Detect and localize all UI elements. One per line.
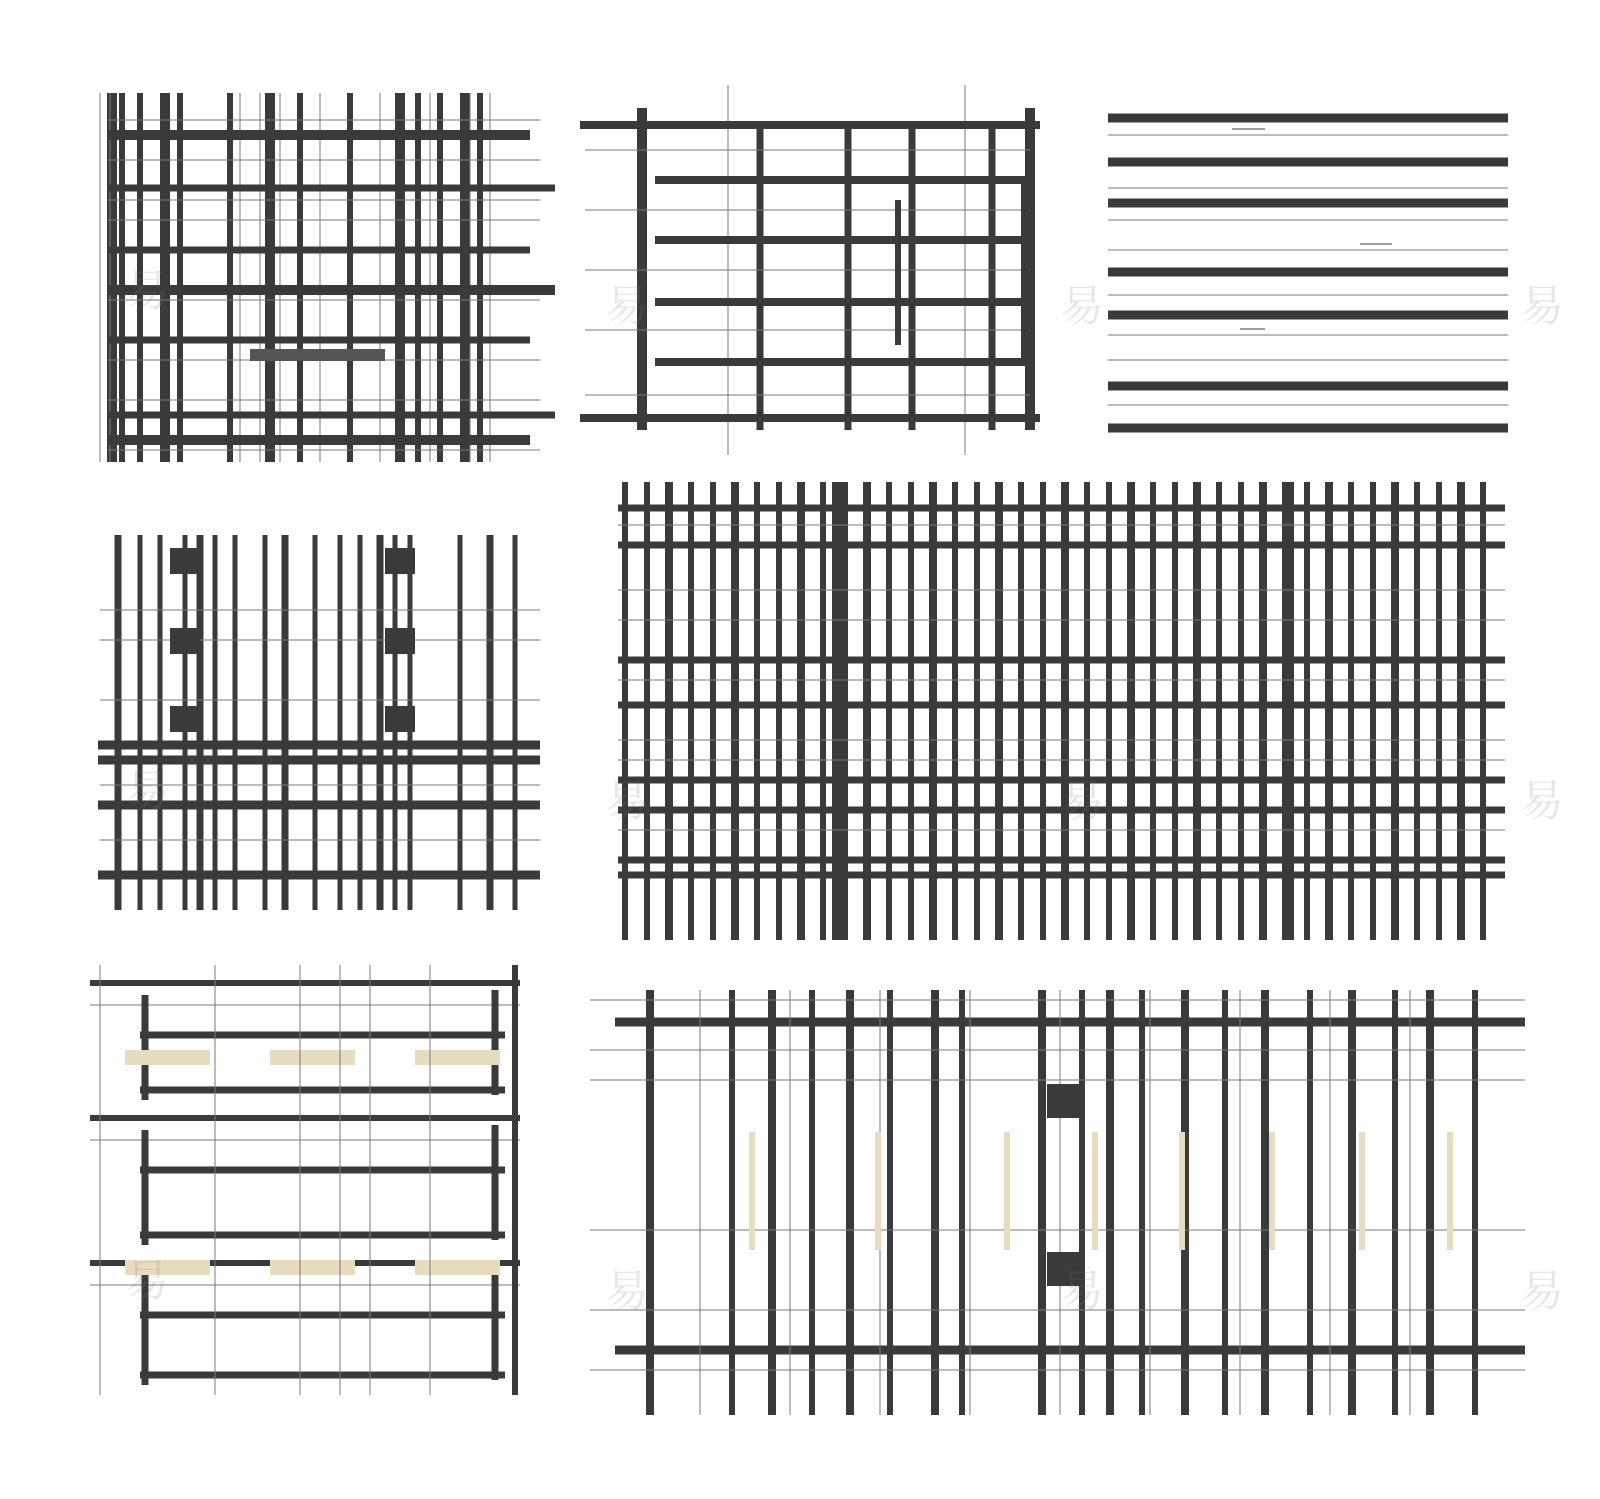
horizontal-pipe <box>618 857 1505 864</box>
vertical-pipe <box>886 482 892 940</box>
vertical-pipe <box>1021 180 1029 362</box>
vertical-pipe <box>233 535 238 910</box>
vertical-pipe <box>776 482 782 940</box>
horizontal-pipe <box>140 1372 505 1379</box>
horizontal-pipe <box>90 980 520 986</box>
vertical-pipe <box>1457 482 1465 940</box>
vertical-pipe <box>263 535 268 910</box>
vertical-pipe <box>213 535 218 910</box>
vertical-pipe <box>119 93 125 462</box>
vertical-pipe <box>820 482 826 940</box>
panel-shelves-bottom-left <box>90 965 520 1395</box>
beige-rod <box>1092 1132 1098 1250</box>
vertical-pipe <box>832 482 844 940</box>
horizontal-pipe <box>1108 268 1508 277</box>
vertical-pipe <box>929 482 937 940</box>
vertical-pipe <box>1436 482 1442 940</box>
vertical-pipe <box>757 128 764 430</box>
horizontal-pipe <box>1108 311 1508 320</box>
vertical-pipe <box>710 482 716 940</box>
beige-rod <box>749 1132 755 1250</box>
vertical-pipe <box>1325 482 1333 940</box>
vertical-pipe <box>415 93 421 462</box>
vertical-pipe <box>142 995 149 1100</box>
horizontal-pipe <box>1108 199 1508 208</box>
horizontal-pipe <box>90 1115 520 1121</box>
vertical-pipe <box>1061 482 1069 940</box>
vertical-pipe <box>460 93 470 462</box>
vertical-pipe <box>377 535 384 910</box>
valve-box <box>170 548 200 574</box>
horizontal-pipe <box>140 1087 505 1094</box>
vertical-pipe <box>974 482 980 940</box>
vertical-pipe <box>313 535 318 910</box>
horizontal-pipe <box>615 1018 1525 1027</box>
horizontal-pipe <box>618 657 1505 664</box>
valve-box <box>1047 1252 1083 1286</box>
beige-rod <box>1269 1132 1275 1250</box>
horizontal-pipe <box>655 298 1028 306</box>
vertical-pipe <box>1018 482 1024 940</box>
horizontal-pipe <box>1108 382 1508 391</box>
horizontal-pipe <box>108 130 530 140</box>
vertical-pipe <box>282 535 289 910</box>
vertical-pipe <box>492 1270 499 1380</box>
valve-box <box>1047 1084 1083 1118</box>
vertical-pipe <box>492 1125 499 1240</box>
panel-grid-dense-top-left <box>100 93 555 462</box>
valve-box <box>385 548 415 574</box>
watermark-glyph: 易 <box>1520 776 1564 827</box>
vertical-pipe <box>995 482 1003 940</box>
vertical-pipe <box>1127 482 1135 940</box>
valve-box <box>170 706 200 732</box>
beige-panel <box>415 1050 500 1065</box>
horizontal-pipe <box>655 358 1028 366</box>
horizontal-pipe <box>655 176 1028 184</box>
horizontal-pipe <box>140 1312 505 1319</box>
horizontal-pipe <box>615 1346 1525 1355</box>
horizontal-pipe <box>618 542 1505 549</box>
beige-rod <box>1004 1132 1010 1250</box>
beige-panel <box>415 1260 500 1275</box>
horizontal-pipe <box>1108 114 1508 123</box>
horizontal-pipe <box>98 741 540 750</box>
horizontal-pipe <box>580 414 1040 422</box>
vertical-pipe <box>458 535 463 910</box>
horizontal-pipe <box>98 801 540 810</box>
vertical-pipe <box>138 535 143 910</box>
vertical-pipe <box>754 482 760 940</box>
vertical-pipe <box>265 93 275 462</box>
horizontal-pipe <box>98 756 540 765</box>
watermark-glyph: 易 <box>1520 281 1564 332</box>
horizontal-pipe <box>1108 424 1508 433</box>
beige-rod <box>1179 1132 1185 1250</box>
vertical-pipe <box>358 535 363 910</box>
vertical-pipe <box>512 965 518 1395</box>
beige-rod <box>1447 1132 1453 1250</box>
horizontal-pipe <box>618 505 1505 512</box>
vertical-pipe <box>137 93 143 462</box>
vertical-pipe <box>797 482 805 940</box>
vertical-pipe <box>1304 482 1310 940</box>
vertical-pipe <box>107 93 117 462</box>
vertical-pipe <box>437 93 443 462</box>
horizontal-pipe <box>140 1232 505 1239</box>
horizontal-pipe <box>140 1167 505 1174</box>
vertical-pipe <box>1348 482 1354 940</box>
watermark-glyph: 易 <box>1060 776 1104 827</box>
vertical-pipe <box>227 93 233 462</box>
panel-vertical-beige-bottom-right <box>590 990 1525 1415</box>
vertical-pipe <box>731 482 739 940</box>
vertical-pipe <box>115 535 122 910</box>
vertical-pipe <box>908 482 914 940</box>
vertical-pipe <box>1106 482 1112 940</box>
panel-horizontal-bars-top-right <box>1108 114 1508 433</box>
vertical-pipe <box>1193 482 1201 940</box>
vertical-pipe <box>895 200 901 345</box>
vertical-pipe <box>395 93 405 462</box>
vertical-pipe <box>158 535 163 910</box>
valve-box <box>385 706 415 732</box>
vertical-pipe <box>1414 482 1420 940</box>
vertical-pipe <box>1040 482 1046 940</box>
vertical-pipe <box>637 108 647 430</box>
vertical-pipe <box>297 93 303 462</box>
vertical-pipe <box>644 482 650 940</box>
vertical-pipe <box>688 482 694 940</box>
vertical-pipe <box>1259 482 1267 940</box>
vertical-pipe <box>477 93 483 462</box>
beige-panel <box>270 1260 355 1275</box>
horizontal-pipe <box>250 349 385 361</box>
vertical-pipe <box>1172 482 1178 940</box>
vertical-pipe <box>863 482 871 940</box>
horizontal-pipe <box>618 702 1505 709</box>
beige-panel <box>125 1260 210 1275</box>
vertical-pipe <box>142 1130 149 1245</box>
valve-box <box>385 628 415 654</box>
beige-panel <box>125 1050 210 1065</box>
vertical-pipe <box>1282 482 1294 940</box>
vertical-pipe <box>1480 482 1486 940</box>
watermark-glyph: 易 <box>1520 1266 1564 1317</box>
vertical-pipe <box>1370 482 1376 940</box>
valve-box <box>170 628 200 654</box>
horizontal-pipe <box>618 807 1505 814</box>
vertical-pipe <box>513 535 518 910</box>
horizontal-pipe <box>108 337 530 344</box>
vertical-pipe <box>1150 482 1156 940</box>
vertical-pipe <box>338 535 343 910</box>
beige-rod <box>875 1132 881 1250</box>
horizontal-pipe <box>618 777 1505 784</box>
watermark-glyph: 易 <box>1060 281 1104 332</box>
watermark-glyph: 易 <box>125 766 169 817</box>
vertical-pipe <box>665 482 673 940</box>
horizontal-pipe <box>580 121 1040 129</box>
horizontal-pipe <box>618 872 1505 879</box>
vertical-pipe <box>1391 482 1399 940</box>
horizontal-pipe <box>108 435 530 445</box>
watermark-glyph: 易 <box>605 281 649 332</box>
horizontal-pipe <box>108 185 555 192</box>
vertical-pipe <box>989 128 996 430</box>
horizontal-pipe <box>108 412 555 419</box>
vertical-pipe <box>487 535 494 910</box>
vertical-pipe <box>492 990 499 1095</box>
watermark-glyph: 易 <box>605 1266 649 1317</box>
horizontal-pipe <box>98 871 540 880</box>
horizontal-pipe <box>140 1032 505 1039</box>
vertical-pipe <box>1238 482 1244 940</box>
vertical-pipe <box>347 93 353 462</box>
vertical-pipe <box>952 482 958 940</box>
vertical-pipe <box>160 93 170 462</box>
horizontal-pipe <box>108 285 555 295</box>
vertical-pipe <box>1084 482 1090 940</box>
horizontal-pipe <box>108 247 530 254</box>
horizontal-pipe <box>655 236 1028 244</box>
panel-wide-grid-mid-right <box>618 482 1505 940</box>
vertical-pipe <box>177 93 183 462</box>
vertical-pipe <box>1216 482 1222 940</box>
horizontal-pipe <box>1108 158 1508 167</box>
panel-vertical-boxes-mid-left <box>98 535 540 910</box>
vertical-pipe <box>622 482 628 940</box>
beige-panel <box>270 1050 355 1065</box>
panel-frame-top-center <box>580 85 1040 455</box>
beige-rod <box>1359 1132 1365 1250</box>
vertical-pipe <box>142 1275 149 1385</box>
vertical-pipe <box>909 128 916 430</box>
vertical-pipe <box>845 128 852 430</box>
